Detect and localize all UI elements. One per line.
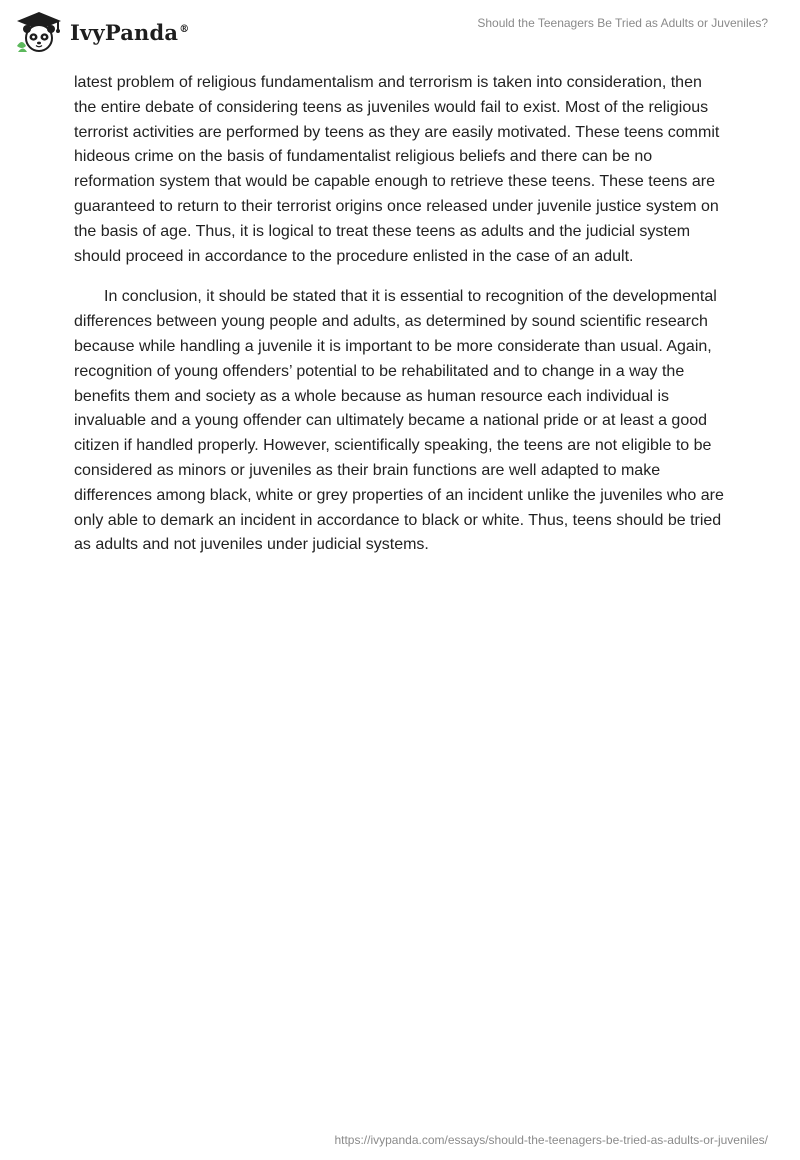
brand-name: IvyPanda® [70, 19, 190, 45]
page-header [0, 0, 800, 64]
paragraph-conclusion: In conclusion, it should be stated that it is essential to recognition of the developmental differences between young people and adults, as determined by sound scientific research because while handling a juvenile it is important to be more considerate than usual. Again, recognition of young offenders’ potential to be rehabilitated and to change in a way the benefits them and society as a whole because as human resource each individual is invaluable and a young offender can ultimately became a national pride or at least a good citizen if handled properly. However, scientifically speaking, the teens are not eligible to be considered as minors or juveniles as their brain functions are well adapted to make differences among black, white or grey properties of an incident unlike the juveniles who are only able to demark an incident in accordance to black or white. Thus, teens should be tried as adults and not juveniles under judicial systems. [74, 288, 724, 554]
source-url[interactable]: https://ivypanda.com/essays/should-the-teenagers-be-tried-as-adults-or-juveniles/ [334, 1133, 768, 1147]
document-title: Should the Teenagers Be Tried as Adults or Juveniles? [477, 16, 768, 30]
essay-body [74, 71, 728, 558]
paragraph-continued: latest problem of religious fundamentalism and terrorism is taken into consideration, then the entire debate of considering teens as juveniles would fail to exist. Most of the religious terrorist activities are performed by teens as they are easily motivated. These teens commit hideous crime on the basis of fundamentalist religious beliefs and there can be no reformation system that would be capable enough to retrieve these teens. These teens are guaranteed to return to their terrorist origins once released under juvenile justice system on the basis of age. Thus, it is logical to treat these teens as adults and the judicial system should proceed in accordance to the procedure enlisted in the case of an adult. [74, 74, 720, 265]
panda-graduate-icon [14, 10, 64, 54]
ivypanda-logo[interactable] [14, 8, 189, 56]
